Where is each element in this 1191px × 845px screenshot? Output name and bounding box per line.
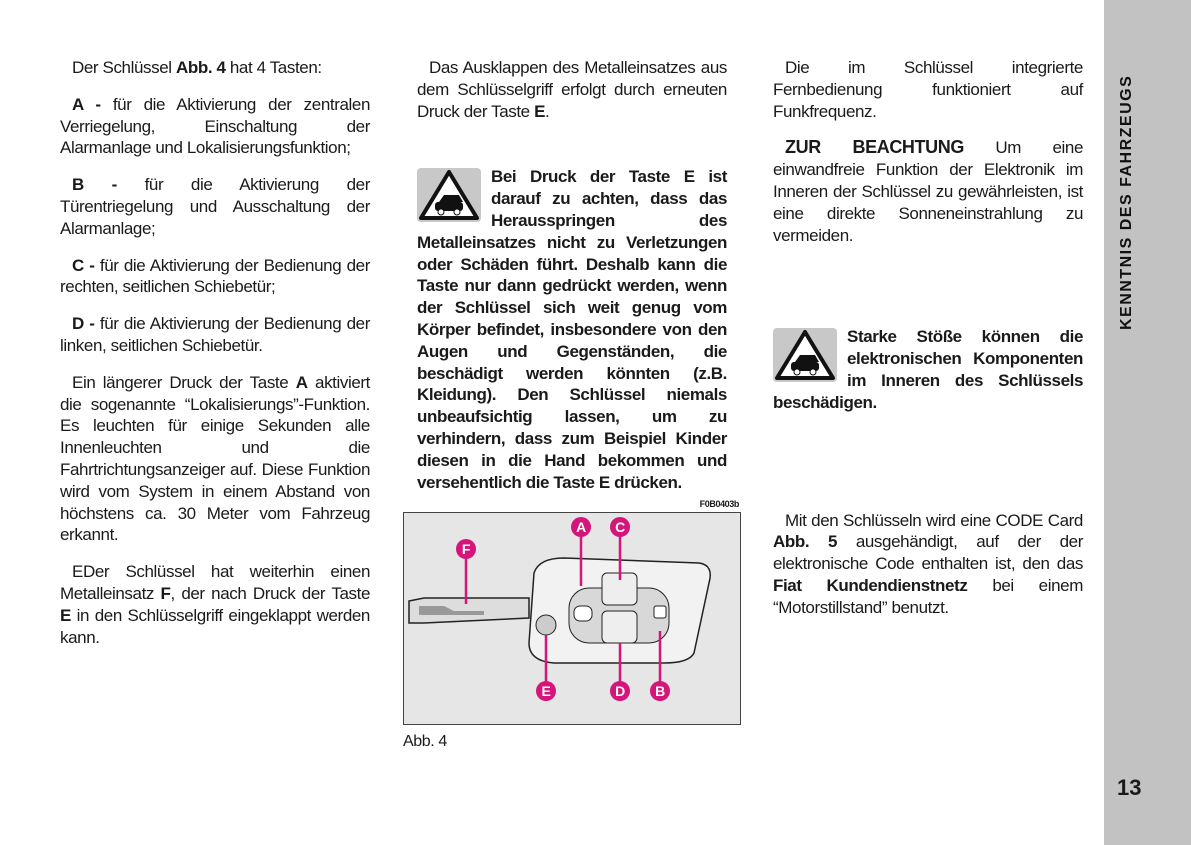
chapter-title: KENNTNIS DES FAHRZEUGS [1118, 74, 1135, 330]
text: . [545, 101, 550, 121]
text: EDer Schlüssel hat weiterhin einen Metalleinsatz [60, 562, 370, 603]
text-bold: Abb. 4 [176, 58, 226, 77]
paragraph [773, 510, 1083, 619]
column-1 [60, 57, 370, 663]
paragraph [417, 57, 727, 122]
paragraph [60, 313, 370, 357]
text-bold: E [534, 101, 546, 121]
figure-code: F0B0403b [699, 499, 739, 510]
column-2 [403, 57, 739, 751]
text-bold: Fiat Kundendienstnetz [773, 575, 968, 595]
text-bold: E [60, 605, 71, 625]
paragraph [60, 561, 370, 648]
paragraph [773, 137, 1083, 246]
text: für die Aktivierung der zentralen Verriegelung, Einschaltung der Alarmanlage und Lokalisierungsfunktion; [60, 94, 370, 158]
label-b: B [655, 683, 665, 700]
warning-paragraph [773, 326, 1083, 413]
text: ausgehändigt, auf der der elektronische Code enthalten ist, den das [773, 532, 1083, 574]
paragraph [60, 372, 370, 546]
key-illustration [404, 513, 740, 724]
warning-car-icon [417, 168, 481, 222]
key-figure [403, 512, 741, 725]
column-3 [773, 57, 1083, 634]
label-a: A [576, 519, 586, 536]
text-bold: F [160, 583, 171, 603]
label-d: D [615, 683, 625, 700]
text: Ein längerer Druck der Taste [72, 372, 296, 392]
text-bold: C - [72, 255, 100, 275]
warning-text: Bei Druck der Taste E ist darauf zu achten, dass das Herausspringen des Metalleinsatzes nicht zu Verletzungen oder Schäden führt. Deshalb kann die Taste nur dann gedrückt werden, wenn der Schlüssel sich weit genug vom Körper befindet, insbesondere von den Augen und Gegenständen, die beschädigt werden könnten (z.B. Kleidung). Den Schlüssel niemals unbeaufsichtig lassen, um zu verhindern, dass zum Beispiel Kinder diesen in die Hand bekommen und versehentlich die Taste E drücken. [417, 167, 727, 492]
text-bold: ZUR BEACHTUNG [785, 137, 964, 158]
text-bold: A [295, 372, 308, 392]
text: für die Aktivierung der Bedienung der linken, seitlichen Schiebetür. [60, 314, 371, 355]
text: Der Schlüssel [72, 58, 176, 77]
text: Um eine einwandfreie Funktion der Elektronik im Inneren der Schlüssel zu gewährleisten, ist eine direkte Sonneneinstrahlung zu vermeiden. [773, 138, 1083, 245]
paragraph [60, 174, 370, 239]
figure-caption: Abb. 4 [403, 733, 447, 751]
paragraph [60, 255, 370, 299]
text: Das Ausklappen des Metalleinsatzes aus dem Schlüsselgriff erfolgt durch erneuten Druck der Taste [417, 58, 727, 121]
text-bold: D - [72, 314, 100, 334]
warning-text: Starke Stöße können die elektronischen Komponenten im Inneren des Schlüssels beschädigen. [773, 327, 1083, 412]
paragraph: Die im Schlüssel integrierte Fernbedienung funktioniert auf Funkfrequenz. [773, 58, 1083, 121]
warning-paragraph [417, 166, 727, 493]
text-bold: B - [72, 175, 145, 195]
text: Mit den Schlüsseln wird eine CODE Card [785, 510, 1083, 530]
text: in den Schlüsselgriff eingeklappt werden kann. [60, 605, 370, 647]
page-number: 13 [1117, 775, 1142, 800]
paragraph [60, 94, 370, 159]
label-c: C [615, 519, 625, 536]
text: hat 4 Tasten: [225, 58, 322, 77]
label-f: F [461, 541, 471, 558]
text: für die Aktivierung der Türentriegelung und Ausschaltung der Alarmanlage; [60, 175, 370, 238]
text: aktiviert die sogenannte “Lokalisierungs”-Funktion. Es leuchten für einige Sekunden alle Innenleuchten und die Fahrtrichtungsanzeiger auf. Diese Funktion wird vom System in einem Abstand von höchstens ca. 30 Meter vom Fahrzeug erkannt. [60, 372, 370, 545]
text: für die Aktivierung der Bedienung der rechten, seitlichen Schiebetür; [60, 255, 371, 297]
paragraph [60, 57, 370, 79]
text-bold: Abb. 5 [773, 532, 838, 552]
text-bold: A - [72, 94, 113, 114]
label-e: E [541, 683, 551, 700]
text: , der nach Druck der Taste [170, 583, 370, 603]
text: bei einem “Motorstillstand” benutzt. [773, 575, 1083, 617]
warning-car-icon [773, 328, 837, 382]
